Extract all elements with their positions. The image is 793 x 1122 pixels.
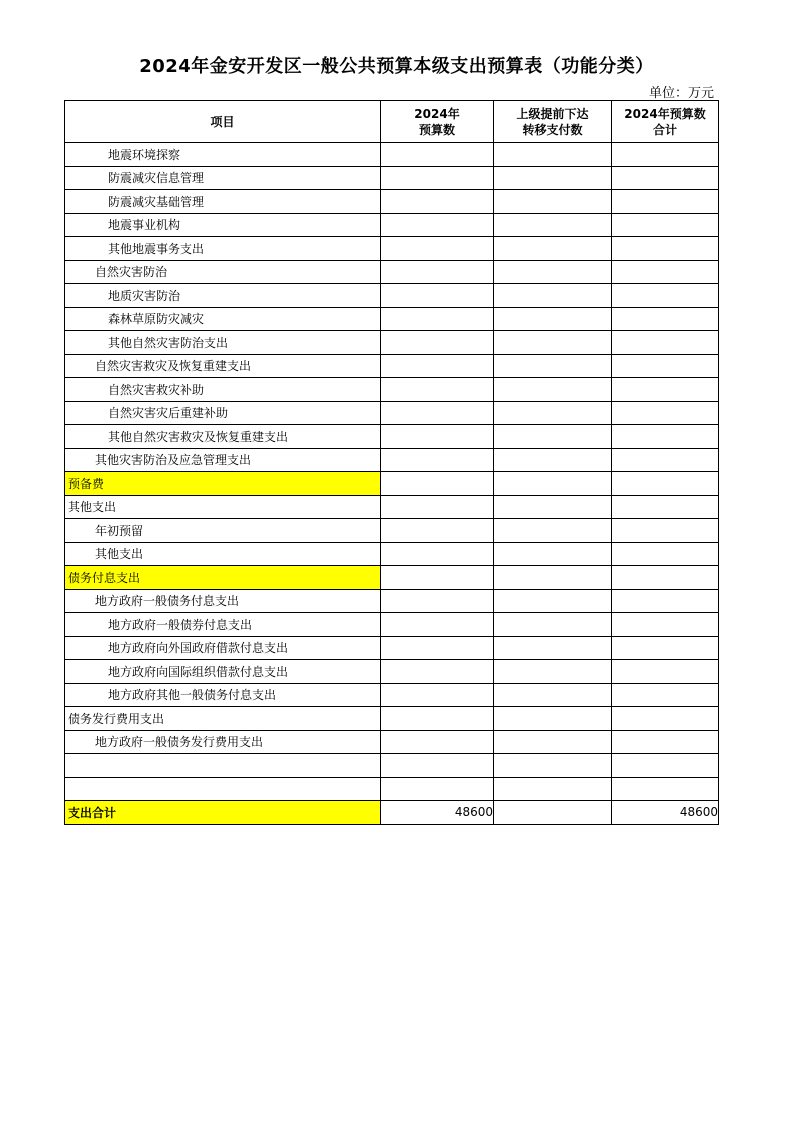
row-total-value bbox=[612, 472, 719, 496]
header-line1: 上级提前下达 bbox=[516, 106, 589, 121]
row-transfer-value bbox=[494, 636, 612, 660]
table-body bbox=[65, 143, 719, 801]
row-total-value bbox=[612, 707, 719, 731]
row-transfer-value bbox=[494, 683, 612, 707]
row-transfer-value bbox=[494, 707, 612, 731]
row-total-value bbox=[612, 237, 719, 261]
row-transfer-value bbox=[494, 777, 612, 801]
row-label: 防震减灾基础管理 bbox=[65, 190, 381, 214]
row-transfer-value bbox=[494, 143, 612, 167]
table-row bbox=[65, 260, 719, 284]
row-label: 其他自然灾害防治支出 bbox=[65, 331, 381, 355]
row-budget-value bbox=[381, 260, 494, 284]
row-label: 地方政府一般债券付息支出 bbox=[65, 613, 381, 637]
row-total-value bbox=[612, 166, 719, 190]
row-label: 地震事业机构 bbox=[65, 213, 381, 237]
row-total-value bbox=[612, 143, 719, 167]
table-row bbox=[65, 495, 719, 519]
row-transfer-value bbox=[494, 472, 612, 496]
row-label: 年初预留 bbox=[65, 519, 381, 543]
row-label: 其他自然灾害救灾及恢复重建支出 bbox=[65, 425, 381, 449]
row-transfer-value bbox=[494, 566, 612, 590]
row-budget-value bbox=[381, 143, 494, 167]
table-row bbox=[65, 636, 719, 660]
table-row bbox=[65, 213, 719, 237]
row-label: 自然灾害救灾及恢复重建支出 bbox=[65, 354, 381, 378]
row-total-value bbox=[612, 190, 719, 214]
row-total-value bbox=[612, 425, 719, 449]
row-transfer-value bbox=[494, 260, 612, 284]
header-item-label: 项目 bbox=[210, 114, 235, 129]
row-budget-value bbox=[381, 472, 494, 496]
row-budget-value bbox=[381, 660, 494, 684]
header-line1: 2024年 bbox=[414, 106, 460, 121]
row-label bbox=[65, 754, 381, 778]
page-title: 2024年金安开发区一般公共预算本级支出预算表（功能分类） bbox=[139, 56, 654, 77]
row-transfer-value bbox=[494, 448, 612, 472]
header-line1: 2024年预算数 bbox=[624, 106, 706, 121]
total-label: 支出合计 bbox=[65, 801, 381, 825]
table-row bbox=[65, 472, 719, 496]
row-budget-value bbox=[381, 237, 494, 261]
header-line2: 预算数 bbox=[418, 122, 455, 137]
table-row bbox=[65, 754, 719, 778]
table-row bbox=[65, 660, 719, 684]
row-budget-value bbox=[381, 636, 494, 660]
row-budget-value bbox=[381, 331, 494, 355]
row-total-value bbox=[612, 566, 719, 590]
row-label: 地方政府一般债务付息支出 bbox=[65, 589, 381, 613]
row-budget-value bbox=[381, 589, 494, 613]
row-label: 地质灾害防治 bbox=[65, 284, 381, 308]
row-budget-value bbox=[381, 495, 494, 519]
row-total-value bbox=[612, 213, 719, 237]
row-label: 地方政府一般债务发行费用支出 bbox=[65, 730, 381, 754]
row-label: 其他灾害防治及应急管理支出 bbox=[65, 448, 381, 472]
header-row bbox=[65, 101, 719, 143]
row-total-value bbox=[612, 401, 719, 425]
table-row bbox=[65, 730, 719, 754]
table-row bbox=[65, 519, 719, 543]
row-total-value bbox=[612, 777, 719, 801]
table-row bbox=[65, 613, 719, 637]
row-label: 防震减灾信息管理 bbox=[65, 166, 381, 190]
row-transfer-value bbox=[494, 589, 612, 613]
header-line2: 转移支付数 bbox=[522, 122, 583, 137]
row-budget-value bbox=[381, 378, 494, 402]
row-transfer-value bbox=[494, 754, 612, 778]
row-total-value bbox=[612, 542, 719, 566]
row-label: 自然灾害救灾补助 bbox=[65, 378, 381, 402]
row-total-value bbox=[612, 636, 719, 660]
row-transfer-value bbox=[494, 166, 612, 190]
row-budget-value bbox=[381, 190, 494, 214]
row-budget-value bbox=[381, 613, 494, 637]
row-budget-value bbox=[381, 754, 494, 778]
row-total-value bbox=[612, 589, 719, 613]
row-label: 地方政府向国际组织借款付息支出 bbox=[65, 660, 381, 684]
row-label: 地方政府其他一般债务付息支出 bbox=[65, 683, 381, 707]
row-budget-value bbox=[381, 519, 494, 543]
row-budget-value bbox=[381, 730, 494, 754]
row-transfer-value bbox=[494, 542, 612, 566]
row-budget-value bbox=[381, 448, 494, 472]
row-label: 其他地震事务支出 bbox=[65, 237, 381, 261]
row-transfer-value bbox=[494, 425, 612, 449]
unit-label: 单位：万元 bbox=[648, 86, 714, 101]
row-total-value bbox=[612, 260, 719, 284]
header-total bbox=[612, 101, 719, 143]
row-label: 地震环境探察 bbox=[65, 143, 381, 167]
row-total-value bbox=[612, 683, 719, 707]
row-transfer-value bbox=[494, 613, 612, 637]
row-label: 自然灾害防治 bbox=[65, 260, 381, 284]
header-budget-2024 bbox=[381, 101, 494, 143]
row-transfer-value bbox=[494, 354, 612, 378]
row-budget-value bbox=[381, 213, 494, 237]
row-total-value bbox=[612, 448, 719, 472]
row-label: 债务付息支出 bbox=[65, 566, 381, 590]
row-transfer-value bbox=[494, 237, 612, 261]
row-transfer-value bbox=[494, 284, 612, 308]
row-budget-value bbox=[381, 777, 494, 801]
table-row bbox=[65, 354, 719, 378]
table-row bbox=[65, 307, 719, 331]
row-budget-value bbox=[381, 166, 494, 190]
row-label: 债务发行费用支出 bbox=[65, 707, 381, 731]
row-transfer-value bbox=[494, 331, 612, 355]
row-transfer-value bbox=[494, 660, 612, 684]
table-row bbox=[65, 683, 719, 707]
table-row bbox=[65, 448, 719, 472]
table-row bbox=[65, 566, 719, 590]
table-row bbox=[65, 378, 719, 402]
row-label bbox=[65, 777, 381, 801]
row-budget-value bbox=[381, 683, 494, 707]
row-budget-value bbox=[381, 425, 494, 449]
budget-table bbox=[64, 100, 719, 825]
total-budget-value: 48600 bbox=[381, 801, 494, 825]
row-transfer-value bbox=[494, 190, 612, 214]
row-total-value bbox=[612, 307, 719, 331]
row-label: 其他支出 bbox=[65, 542, 381, 566]
table-row bbox=[65, 589, 719, 613]
header-line2: 合计 bbox=[652, 122, 677, 137]
row-label: 自然灾害灾后重建补助 bbox=[65, 401, 381, 425]
header-transfer bbox=[494, 101, 612, 143]
table-row bbox=[65, 331, 719, 355]
table-row bbox=[65, 237, 719, 261]
row-label: 其他支出 bbox=[65, 495, 381, 519]
row-transfer-value bbox=[494, 378, 612, 402]
row-budget-value bbox=[381, 307, 494, 331]
row-budget-value bbox=[381, 354, 494, 378]
total-sum-value: 48600 bbox=[612, 801, 719, 825]
row-label: 森林草原防灾减灾 bbox=[65, 307, 381, 331]
row-total-value bbox=[612, 519, 719, 543]
row-total-value bbox=[612, 613, 719, 637]
row-total-value bbox=[612, 730, 719, 754]
row-transfer-value bbox=[494, 401, 612, 425]
table-row bbox=[65, 425, 719, 449]
row-transfer-value bbox=[494, 519, 612, 543]
row-total-value bbox=[612, 284, 719, 308]
row-label: 地方政府向外国政府借款付息支出 bbox=[65, 636, 381, 660]
row-total-value bbox=[612, 331, 719, 355]
row-budget-value bbox=[381, 401, 494, 425]
row-transfer-value bbox=[494, 213, 612, 237]
table-row bbox=[65, 707, 719, 731]
table-row bbox=[65, 166, 719, 190]
table-row bbox=[65, 542, 719, 566]
row-total-value bbox=[612, 378, 719, 402]
row-transfer-value bbox=[494, 307, 612, 331]
row-label: 预备费 bbox=[65, 472, 381, 496]
row-total-value bbox=[612, 495, 719, 519]
total-row bbox=[65, 801, 719, 825]
table-row bbox=[65, 284, 719, 308]
row-transfer-value bbox=[494, 495, 612, 519]
table-row bbox=[65, 401, 719, 425]
table-row bbox=[65, 777, 719, 801]
table-row bbox=[65, 143, 719, 167]
row-budget-value bbox=[381, 542, 494, 566]
table-row bbox=[65, 190, 719, 214]
row-budget-value bbox=[381, 284, 494, 308]
row-total-value bbox=[612, 754, 719, 778]
total-transfer-value bbox=[494, 801, 612, 825]
row-transfer-value bbox=[494, 730, 612, 754]
header-item bbox=[65, 101, 381, 143]
row-budget-value bbox=[381, 707, 494, 731]
row-total-value bbox=[612, 660, 719, 684]
row-total-value bbox=[612, 354, 719, 378]
row-budget-value bbox=[381, 566, 494, 590]
